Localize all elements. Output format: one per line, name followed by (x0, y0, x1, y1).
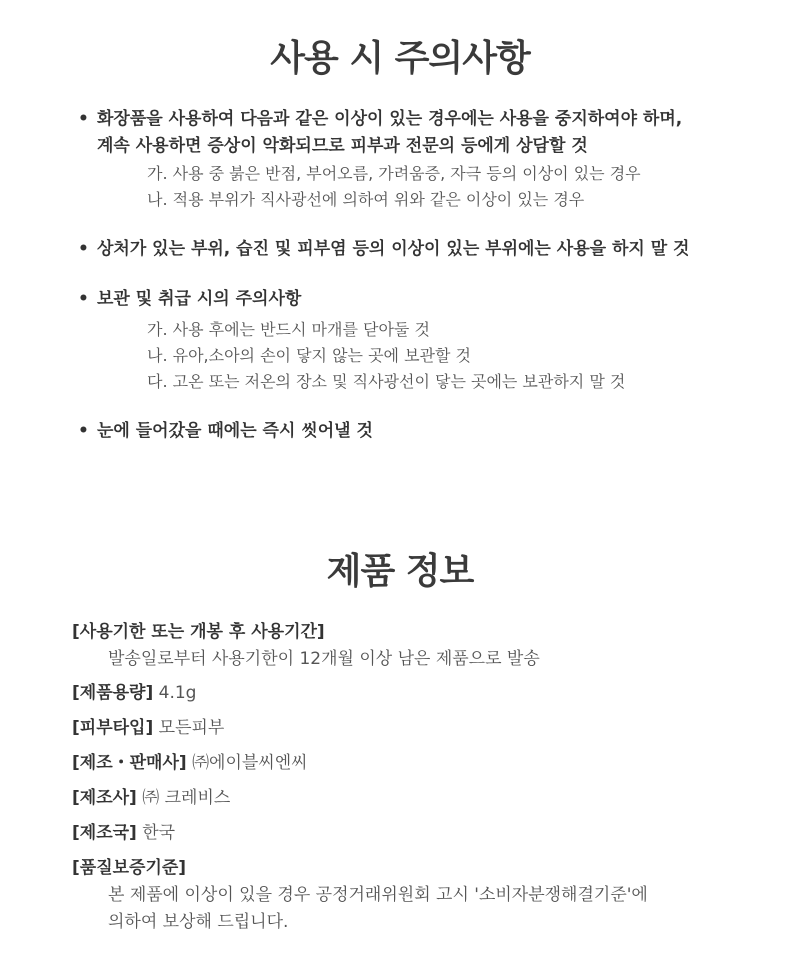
caution-item-2-line-1: 상처가 있는 부위, 습진 및 피부염 등의 이상이 있는 부위에는 사용을 하지 말 것 (97, 239, 690, 259)
info-expiry (72, 619, 762, 673)
info-country-label: [제조국] (72, 823, 137, 843)
info-seller (72, 750, 762, 777)
product-title: 제품 정보 (326, 551, 474, 592)
info-country-value: 한국 (142, 823, 176, 843)
info-seller-label: [제조・판매사] (72, 753, 187, 773)
bullet-marker: • (78, 109, 89, 129)
caution-item-1-sub-1: 가. 사용 중 붉은 반점, 부어오름, 가려움증, 자극 등의 이상이 있는 경우 (147, 164, 641, 183)
info-seller-value: ㈜에이블씨엔씨 (192, 753, 308, 773)
bullet-marker: • (78, 421, 89, 441)
caution-item-1-sub-2: 나. 적용 부위가 직사광선에 의하여 위와 같은 이상이 있는 경우 (147, 190, 585, 209)
caution-item-3-sub-1: 가. 사용 후에는 반드시 마개를 닫아둘 것 (147, 320, 430, 339)
info-expiry-value: 발송일로부터 사용기한이 12개월 이상 남은 제품으로 발송 (108, 649, 540, 669)
info-volume (72, 680, 762, 707)
caution-item-3-sublist (147, 317, 625, 395)
info-maker-value: ㈜ 크레비스 (142, 788, 231, 808)
info-country (72, 820, 762, 847)
caution-item-1-line-1: 화장품을 사용하여 다음과 같은 이상이 있는 경우에는 사용을 중지하여야 하며, (97, 109, 683, 129)
caution-item-4 (75, 418, 735, 445)
bullet-marker: • (78, 289, 89, 309)
info-skin-type (72, 715, 762, 742)
info-warranty-line-2: 의하여 보상해 드립니다. (108, 912, 289, 932)
caution-item-3-sub-2: 나. 유아,소아의 손이 닿지 않는 곳에 보관할 것 (147, 346, 471, 365)
info-expiry-label: [사용기한 또는 개봉 후 사용기간] (72, 622, 325, 642)
info-warranty-label: [품질보증기준] (72, 858, 187, 878)
info-volume-label: [제품용량] (72, 683, 154, 703)
info-volume-value: 4.1g (158, 683, 197, 703)
caution-item-1-line-2: 계속 사용하면 증상이 악화되므로 피부과 전문의 등에게 상담할 것 (97, 136, 588, 156)
info-maker (72, 785, 762, 812)
info-skin-type-value: 모든피부 (158, 718, 225, 738)
caution-item-1-sublist (147, 161, 641, 213)
caution-item-4-line-1: 눈에 들어갔을 때에는 즉시 씻어낼 것 (97, 421, 373, 441)
caution-item-2 (75, 236, 735, 263)
caution-item-3-sub-3: 다. 고온 또는 저온의 장소 및 직사광선이 닿는 곳에는 보관하지 말 것 (147, 372, 626, 391)
info-warranty (72, 855, 762, 936)
bullet-marker: • (78, 239, 89, 259)
caution-item-1 (75, 106, 735, 160)
info-maker-label: [제조사] (72, 788, 137, 808)
caution-item-3 (75, 286, 735, 313)
caution-title: 사용 시 주의사항 (270, 38, 530, 79)
info-warranty-line-1: 본 제품에 이상이 있을 경우 공정거래위원회 고시 '소비자분쟁해결기준'에 (108, 885, 648, 905)
info-skin-type-label: [피부타입] (72, 718, 154, 738)
caution-item-3-line-1: 보관 및 취급 시의 주의사항 (97, 289, 302, 309)
